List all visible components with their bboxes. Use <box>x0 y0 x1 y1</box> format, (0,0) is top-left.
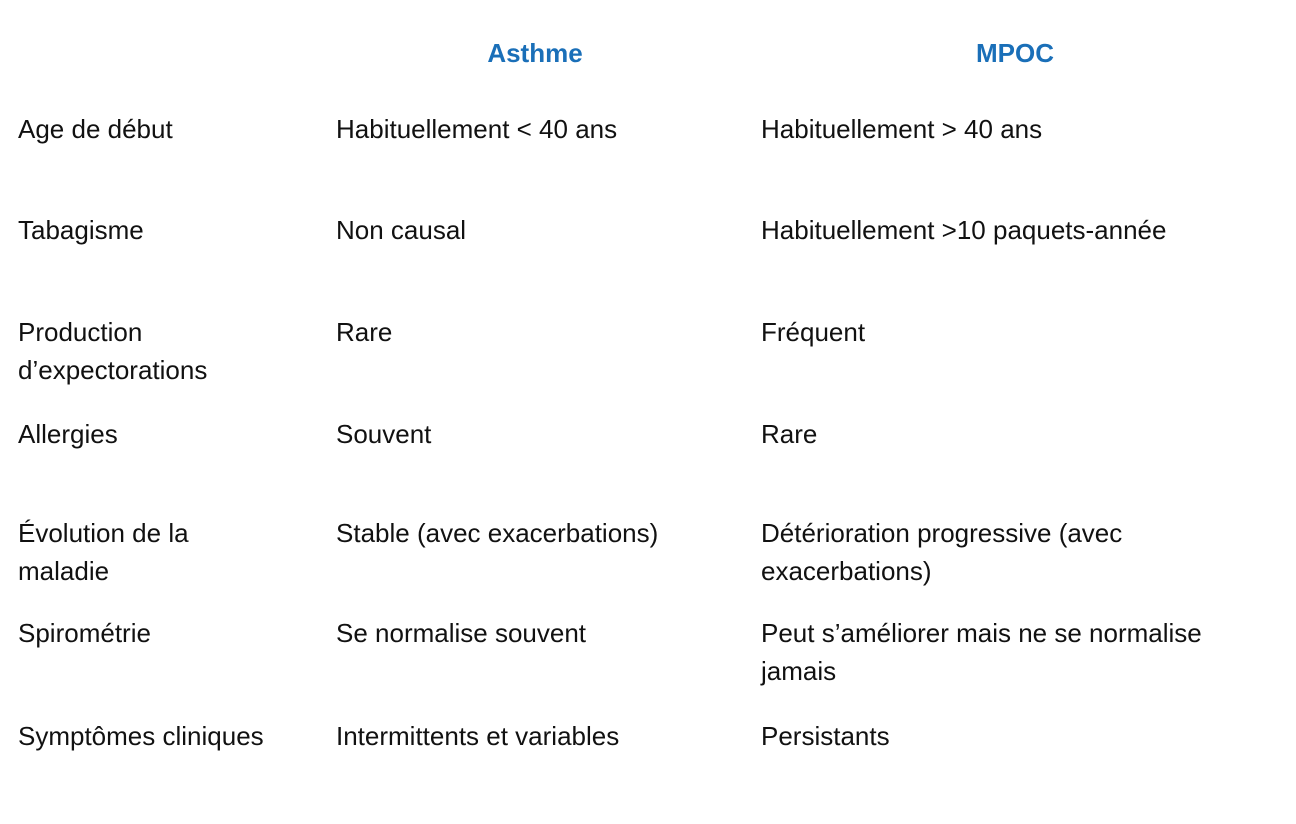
mpoc-value-line: Habituellement > 40 ans <box>761 114 1043 144</box>
mpoc-value-line: Rare <box>761 419 818 449</box>
asthme-value-age-de-debut <box>336 110 746 148</box>
asthme-value-production-expectorations <box>336 313 746 351</box>
mpoc-value-evolution-maladie <box>761 514 1291 590</box>
mpoc-value-spirometrie <box>761 614 1291 690</box>
row-label-line: Symptômes cliniques <box>18 721 264 751</box>
row-label-spirometrie <box>18 614 318 652</box>
asthme-value-spirometrie <box>336 614 746 652</box>
mpoc-value-age-de-debut <box>761 110 1291 148</box>
mpoc-value-tabagisme <box>761 211 1291 249</box>
asthme-value-line: Stable (avec exacerbations) <box>336 518 659 548</box>
row-label-production-expectorations <box>18 313 318 389</box>
mpoc-value-allergies <box>761 415 1291 453</box>
mpoc-value-line: Persistants <box>761 721 890 751</box>
asthme-value-line: Non causal <box>336 215 467 245</box>
asthme-value-evolution-maladie <box>336 514 746 552</box>
asthme-value-line: Rare <box>336 317 393 347</box>
row-label-allergies <box>18 415 318 453</box>
mpoc-value-production-expectorations <box>761 313 1291 351</box>
row-label-line: Tabagisme <box>18 215 144 245</box>
row-label-line: Allergies <box>18 419 118 449</box>
mpoc-value-line: Habituellement >10 paquets-année <box>761 215 1167 245</box>
row-label-line: Spirométrie <box>18 618 151 648</box>
asthme-value-line: Se normalise souvent <box>336 618 587 648</box>
row-label-line: Production <box>18 317 143 347</box>
mpoc-value-symptomes-cliniques <box>761 717 1291 755</box>
row-label-line: d’expectorations <box>18 355 208 385</box>
row-label-age-de-debut <box>18 110 318 148</box>
column-header-asthme: Asthme <box>487 38 583 68</box>
mpoc-value-line: Fréquent <box>761 317 866 347</box>
asthme-value-tabagisme <box>336 211 746 249</box>
asthme-value-symptomes-cliniques <box>336 717 746 755</box>
row-label-evolution-maladie <box>18 514 318 590</box>
mpoc-value-line: Détérioration progressive (avec <box>761 518 1123 548</box>
asthme-value-line: Souvent <box>336 419 432 449</box>
row-label-line: Age de début <box>18 114 173 144</box>
mpoc-value-line: Peut s’améliorer mais ne se normalise <box>761 618 1202 648</box>
mpoc-value-line: jamais <box>761 656 837 686</box>
asthme-value-line: Intermittents et variables <box>336 721 620 751</box>
row-label-line: maladie <box>18 556 110 586</box>
column-header-mpoc: MPOC <box>976 38 1054 68</box>
row-label-tabagisme <box>18 211 318 249</box>
row-label-line: Évolution de la <box>18 518 189 548</box>
asthme-value-allergies <box>336 415 746 453</box>
row-label-symptomes-cliniques <box>18 717 318 755</box>
asthme-value-line: Habituellement < 40 ans <box>336 114 618 144</box>
mpoc-value-line: exacerbations) <box>761 556 932 586</box>
